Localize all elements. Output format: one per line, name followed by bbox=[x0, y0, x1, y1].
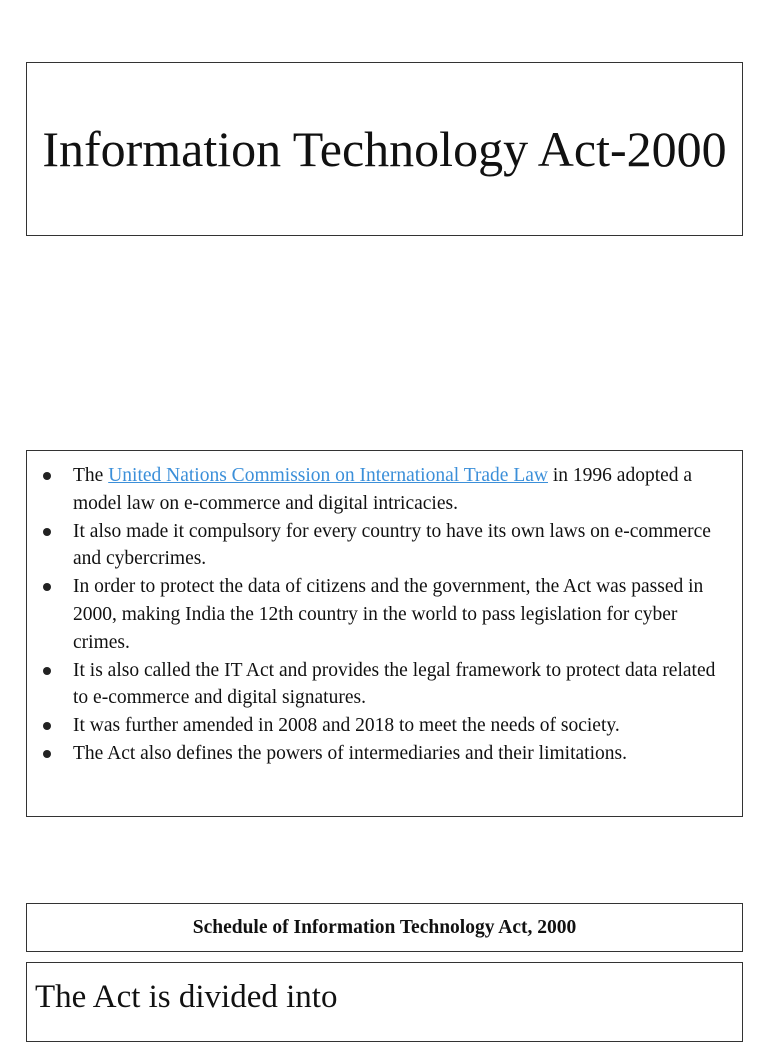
bullet-item bbox=[27, 657, 732, 713]
bullet-list bbox=[27, 451, 742, 768]
schedule-heading: Schedule of Information Technology Act, 2000 bbox=[192, 916, 577, 938]
bullet-dot-icon bbox=[43, 722, 51, 730]
bullet-text: It also made it compulsory for every country to have its own laws on e-commerce and cybercrimes. bbox=[73, 520, 711, 570]
bullet-item bbox=[27, 740, 732, 768]
bullet-dot-icon bbox=[43, 667, 51, 675]
bullet-text: In order to protect the data of citizens and the government, the Act was passed in 2000, making India the 12th country in the world to pass legislation for cyber crimes. bbox=[73, 576, 704, 653]
schedule-heading-box bbox=[26, 903, 743, 952]
bullet-item bbox=[27, 712, 732, 740]
divided-box bbox=[26, 962, 743, 1042]
bullet-item bbox=[27, 462, 732, 518]
divided-text: The Act is divided into bbox=[35, 979, 338, 1015]
bullet-item bbox=[27, 573, 732, 656]
bullet-text-prefix: The bbox=[73, 465, 109, 486]
document-title: Information Technology Act-2000 bbox=[42, 121, 727, 177]
bullet-text: It was further amended in 2008 and 2018 to meet the needs of society. bbox=[73, 715, 620, 737]
bullet-dot-icon bbox=[43, 528, 51, 536]
bullet-dot-icon bbox=[43, 472, 51, 480]
bullet-dot-icon bbox=[43, 583, 51, 591]
title-box bbox=[26, 62, 743, 236]
bullet-text: It is also called the IT Act and provides the legal framework to protect data related to e-commerce and digital signatures. bbox=[73, 659, 716, 709]
bullet-text-suffix: in 1996 adopted a model law on e-commerce and digital intricacies. bbox=[73, 465, 693, 514]
bullet-text: The Act also defines the powers of intermediaries and their limitations. bbox=[73, 742, 627, 764]
uncitral-link[interactable]: United Nations Commission on International Trade Law bbox=[108, 465, 548, 486]
bullet-item bbox=[27, 518, 732, 574]
bullet-dot-icon bbox=[43, 750, 51, 758]
summary-box bbox=[26, 450, 743, 817]
